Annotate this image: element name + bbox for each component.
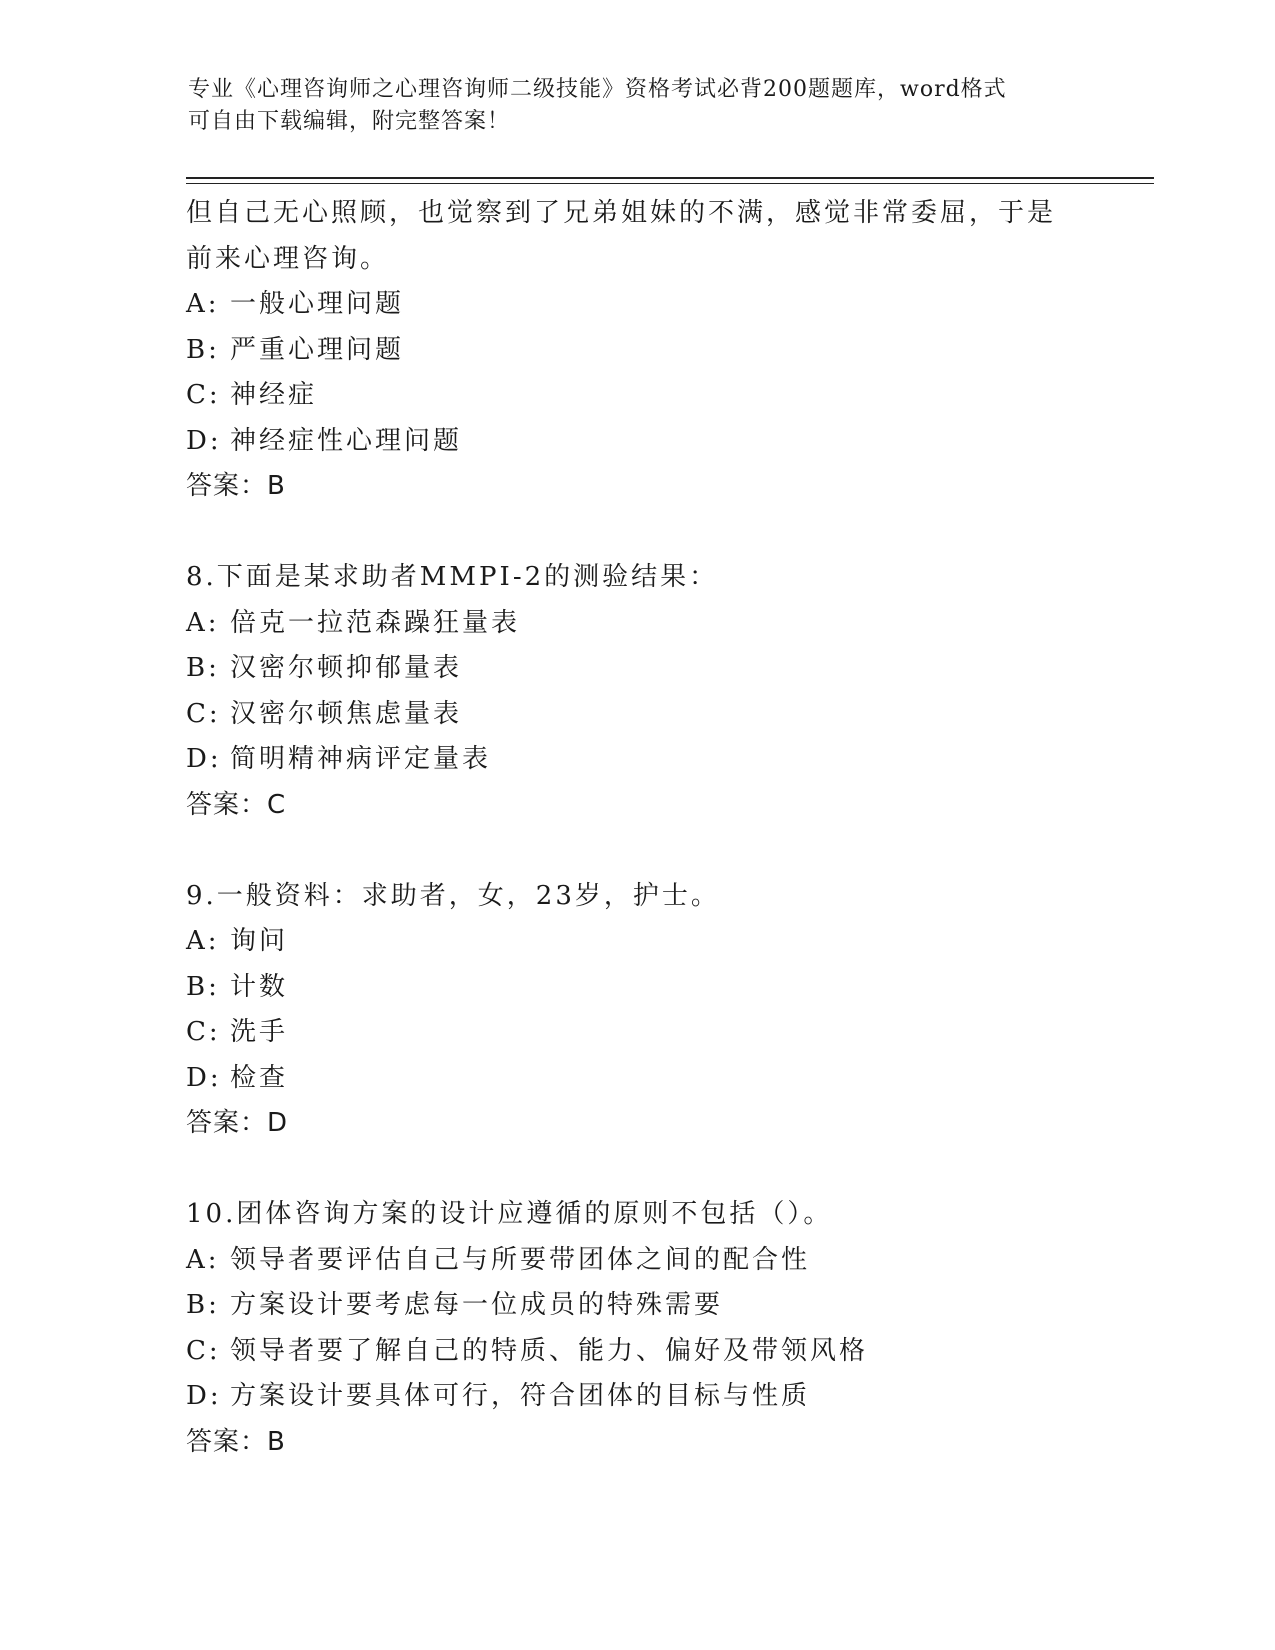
question-10-answer: 答案：B: [186, 1426, 286, 1457]
option-key: B:: [186, 1290, 220, 1320]
question-7-option-d: [186, 419, 1146, 465]
option-text: 方案设计要考虑每一位成员的特殊需要: [230, 1290, 724, 1320]
option-key: A:: [186, 1244, 220, 1275]
question-9-answer: 答案：D: [186, 1108, 289, 1138]
option-key: D:: [186, 425, 222, 456]
option-text: 检查: [230, 1062, 289, 1093]
option-key: D:: [186, 1381, 222, 1411]
document-header: [188, 74, 1088, 138]
header-line-1: 专业《心理咨询师之心理咨询师二级技能》资格考试必背200题题库，word格式: [188, 77, 1007, 102]
question-8-answer: 答案：C: [186, 789, 287, 820]
question-10-stem: 10.团体咨询方案的设计应遵循的原则不包括（）。: [186, 1199, 833, 1229]
option-key: A:: [186, 926, 220, 956]
question-8-stem: 8.下面是某求助者MMPI-2的测验结果：: [186, 562, 719, 592]
question-7-option-a: [186, 282, 1146, 328]
option-text: 汉密尔顿抑郁量表: [230, 653, 463, 683]
option-text: 领导者要评估自己与所要带团体之间的配合性: [230, 1244, 811, 1275]
option-text: 方案设计要具体可行，符合团体的目标与性质: [230, 1381, 811, 1411]
header-rule-thin: [186, 183, 1154, 184]
question-8-option-a: [186, 601, 1146, 647]
question-8-option-b: [186, 646, 1146, 692]
option-text: 洗手: [230, 1017, 289, 1047]
spacer: [186, 1147, 1146, 1193]
option-key: B:: [186, 334, 220, 365]
question-9-option-c: [186, 1010, 1146, 1056]
option-key: C:: [186, 1017, 221, 1047]
option-key: A:: [186, 289, 220, 319]
option-text: 神经症: [230, 380, 318, 410]
spacer: [186, 828, 1146, 874]
question-7-answer: 答案：B: [186, 471, 286, 501]
option-key: B:: [186, 971, 220, 1002]
option-key: C:: [186, 380, 221, 410]
question-10-option-c: [186, 1329, 1146, 1375]
option-text: 领导者要了解自己的特质、能力、偏好及带领风格: [230, 1335, 869, 1366]
option-text: 询问: [230, 926, 289, 956]
header-line-2: 可自由下载编辑，附完整答案！: [188, 109, 511, 134]
question-7-option-b: [186, 328, 1146, 374]
option-text: 倍克一拉范森躁狂量表: [230, 607, 521, 638]
option-text: 一般心理问题: [230, 289, 405, 319]
document-body: [186, 191, 1146, 1465]
question-8-option-d: [186, 737, 1146, 783]
question-9-stem: 9.一般资料：求助者，女，23岁，护士。: [186, 880, 720, 911]
option-text: 神经症性心理问题: [230, 425, 463, 456]
question-7-stem-line-2: 前来心理咨询。: [186, 243, 390, 274]
question-10-option-b: [186, 1283, 1146, 1329]
spacer: [186, 510, 1146, 556]
option-key: D:: [186, 1062, 222, 1093]
header-rule-thick: [186, 177, 1154, 179]
question-7-option-c: [186, 373, 1146, 419]
question-10-option-d: [186, 1374, 1146, 1420]
option-key: B:: [186, 653, 220, 683]
option-key: C:: [186, 1335, 221, 1366]
option-key: D:: [186, 744, 222, 774]
option-key: C:: [186, 698, 221, 729]
option-text: 计数: [230, 971, 289, 1002]
option-text: 简明精神病评定量表: [230, 744, 492, 774]
question-9-option-b: [186, 965, 1146, 1011]
option-text: 严重心理问题: [230, 334, 405, 365]
question-8-option-c: [186, 692, 1146, 738]
question-7-stem-line-1: 但自己无心照顾，也觉察到了兄弟姐妹的不满，感觉非常委屈，于是: [186, 198, 1057, 228]
question-9-option-d: [186, 1056, 1146, 1102]
option-key: A:: [186, 607, 220, 638]
question-10-option-a: [186, 1238, 1146, 1284]
option-text: 汉密尔顿焦虑量表: [230, 698, 463, 729]
question-9-option-a: [186, 919, 1146, 965]
